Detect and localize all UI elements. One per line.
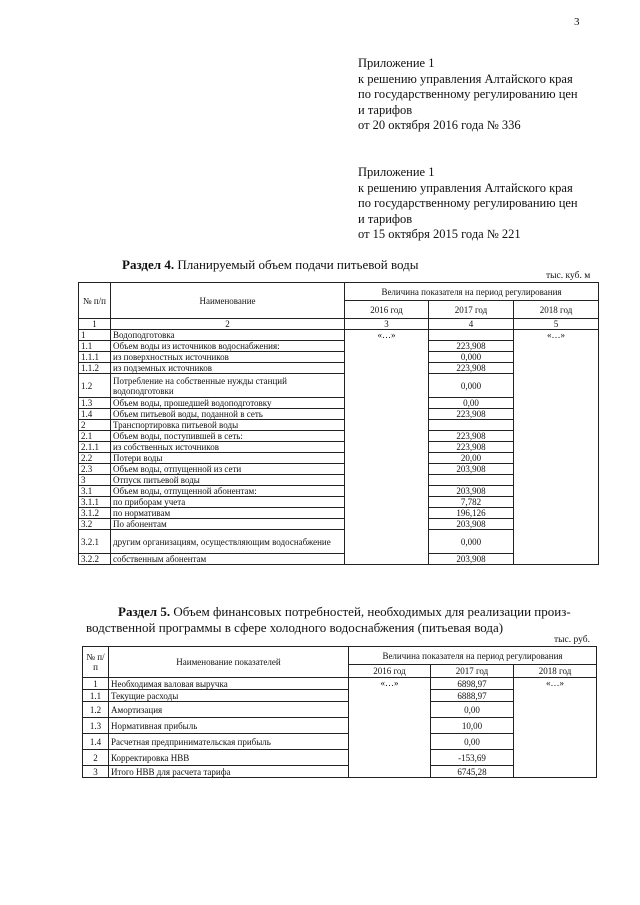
page-number: 3 — [574, 16, 580, 28]
row-num: 1.2 — [83, 702, 109, 718]
value-2017: 203,908 — [429, 486, 514, 497]
value-2018-placeholder: «…» — [514, 678, 597, 778]
appendix-line: по государственному регулированию цен — [358, 87, 578, 101]
value-2017: 0,00 — [431, 702, 514, 718]
row-num: 3 — [79, 475, 111, 486]
row-name: из поверхностных источников — [111, 352, 345, 363]
row-name: Необходимая валовая выручка — [109, 678, 349, 690]
appendix-line: Приложение 1 — [358, 165, 435, 179]
value-2017: 0,00 — [429, 398, 514, 409]
appendix-block-2015 — [358, 165, 618, 243]
row-name: по нормативам — [111, 508, 345, 519]
row-name: Объем воды из источников водоснабжения: — [111, 341, 345, 352]
row-num: 3.2.2 — [79, 554, 111, 565]
appendix-line: к решению управления Алтайского края — [358, 180, 573, 195]
appendix-line: к решению управления Алтайского края — [358, 71, 573, 86]
section4-units: тыс. куб. м — [546, 271, 591, 281]
value-2017 — [429, 475, 514, 486]
value-2017: -153,69 — [431, 750, 514, 766]
value-2017: 223,908 — [429, 341, 514, 352]
col-header-name: Наименование показателей — [109, 647, 349, 678]
row-num: 1.3 — [83, 718, 109, 734]
value-2017 — [429, 330, 514, 341]
row-num: 1.2 — [79, 374, 111, 398]
row-num: 1.1.1 — [79, 352, 111, 363]
value-2017: 0,000 — [429, 530, 514, 554]
value-2017: 20,00 — [429, 453, 514, 464]
section5-title — [118, 604, 571, 620]
row-name: Текущие расходы — [109, 690, 349, 702]
section4-table — [78, 282, 599, 565]
row-num: 2.1 — [79, 431, 111, 442]
section4-title — [122, 257, 419, 273]
section5-units: тыс. руб. — [554, 635, 590, 645]
section4-heading: Планируемый объем подачи питьевой воды — [177, 257, 419, 272]
row-name: из подземных источников — [111, 363, 345, 374]
row-name: Объем воды, прошедшей водоподготовку — [111, 398, 345, 409]
row-name: Отпуск питьевой воды — [111, 475, 345, 486]
section5-table — [82, 646, 597, 778]
value-2017: 6745,28 — [431, 766, 514, 778]
col-header-period: Величина показателя на период регулирования — [349, 647, 597, 665]
col-header-2016: 2016 год — [345, 301, 429, 319]
row-name: Итого НВВ для расчета тарифа — [109, 766, 349, 778]
section5-heading-line1: Объем финансовых потребностей, необходимых для реализации произ- — [173, 604, 571, 619]
section5-title-line2: водственной программы в сфере холодного водоснабжения (питьевая вода) — [86, 620, 504, 635]
row-name: Нормативная прибыль — [109, 718, 349, 734]
row-name: Транспортировка питьевой воды — [111, 420, 345, 431]
appendix-line: и тарифов — [358, 211, 413, 226]
col-index: 5 — [514, 319, 599, 330]
row-name: из собственных источников — [111, 442, 345, 453]
row-name: по приборам учета — [111, 497, 345, 508]
row-name: Амортизация — [109, 702, 349, 718]
row-num: 2.3 — [79, 464, 111, 475]
row-num: 3.1.2 — [79, 508, 111, 519]
row-num: 1 — [79, 330, 111, 341]
row-name: Объем воды, поступившей в сеть: — [111, 431, 345, 442]
row-num: 2 — [79, 420, 111, 431]
appendix-line: Приложение 1 — [358, 56, 435, 70]
col-header-num: № п/п — [79, 283, 111, 319]
row-num: 1.4 — [83, 734, 109, 750]
col-header-2017: 2017 год — [429, 301, 514, 319]
value-2017: 0,000 — [429, 374, 514, 398]
value-2017: 7,782 — [429, 497, 514, 508]
appendix-line: от 20 октября 2016 года № 336 — [358, 118, 521, 132]
row-name: Объем воды, отпущенной из сети — [111, 464, 345, 475]
row-num: 2.2 — [79, 453, 111, 464]
row-name: Потери воды — [111, 453, 345, 464]
row-num: 3.1 — [79, 486, 111, 497]
value-2017: 203,908 — [429, 464, 514, 475]
value-2017: 10,00 — [431, 718, 514, 734]
value-2017: 203,908 — [429, 519, 514, 530]
section5-label: Раздел 5. — [118, 604, 171, 619]
col-header-2016: 2016 год — [349, 665, 431, 678]
row-name: Объем воды, отпущенной абонентам: — [111, 486, 345, 497]
col-header-2018: 2018 год — [514, 301, 599, 319]
appendix-line: от 15 октября 2015 года № 221 — [358, 227, 521, 241]
section4-label: Раздел 4. — [122, 257, 175, 272]
value-2017: 0,000 — [429, 352, 514, 363]
col-header-2018: 2018 год — [514, 665, 597, 678]
row-num: 3.2.1 — [79, 530, 111, 554]
row-name: Расчетная предпринимательская прибыль — [109, 734, 349, 750]
row-num: 1.3 — [79, 398, 111, 409]
value-2017: 223,908 — [429, 442, 514, 453]
col-index: 2 — [111, 319, 345, 330]
table-row — [83, 678, 597, 690]
row-name: По абонентам — [111, 519, 345, 530]
col-index: 3 — [345, 319, 429, 330]
row-num: 1.1 — [79, 341, 111, 352]
row-name: Объем питьевой воды, поданной в сеть — [111, 409, 345, 420]
value-2017: 203,908 — [429, 554, 514, 565]
value-2016-placeholder: «…» — [345, 330, 429, 565]
value-2017 — [429, 420, 514, 431]
appendix-line: по государственному регулированию цен — [358, 196, 578, 210]
value-2017: 6888,97 — [431, 690, 514, 702]
value-2017: 223,908 — [429, 409, 514, 420]
col-header-period: Величина показателя на период регулирования — [345, 283, 599, 301]
row-name: Корректировка НВВ — [109, 750, 349, 766]
row-num: 1.1.2 — [79, 363, 111, 374]
col-header-2017: 2017 год — [431, 665, 514, 678]
col-header-num: № п/п — [83, 647, 109, 678]
value-2018-placeholder: «…» — [514, 330, 599, 565]
row-num: 3.2 — [79, 519, 111, 530]
row-num: 2.1.1 — [79, 442, 111, 453]
appendix-block-2016 — [358, 56, 618, 134]
row-num: 2 — [83, 750, 109, 766]
col-index: 4 — [429, 319, 514, 330]
value-2017: 223,908 — [429, 431, 514, 442]
row-num: 1 — [83, 678, 109, 690]
value-2017: 6898,97 — [431, 678, 514, 690]
row-name: Потребление на собственные нужды станций водоподготовки — [111, 374, 345, 398]
col-header-name: Наименование — [111, 283, 345, 319]
value-2016-placeholder: «…» — [349, 678, 431, 778]
value-2017: 196,126 — [429, 508, 514, 519]
appendix-line: и тарифов — [358, 102, 413, 117]
row-num: 1.4 — [79, 409, 111, 420]
row-name: собственным абонентам — [111, 554, 345, 565]
row-name: Водоподготовка — [111, 330, 345, 341]
value-2017: 223,908 — [429, 363, 514, 374]
value-2017: 0,00 — [431, 734, 514, 750]
row-num: 3.1.1 — [79, 497, 111, 508]
row-name: другим организациям, осуществляющим водоснабжение — [111, 530, 345, 554]
col-index: 1 — [79, 319, 111, 330]
row-num: 1.1 — [83, 690, 109, 702]
row-num: 3 — [83, 766, 109, 778]
table-row — [79, 330, 599, 341]
